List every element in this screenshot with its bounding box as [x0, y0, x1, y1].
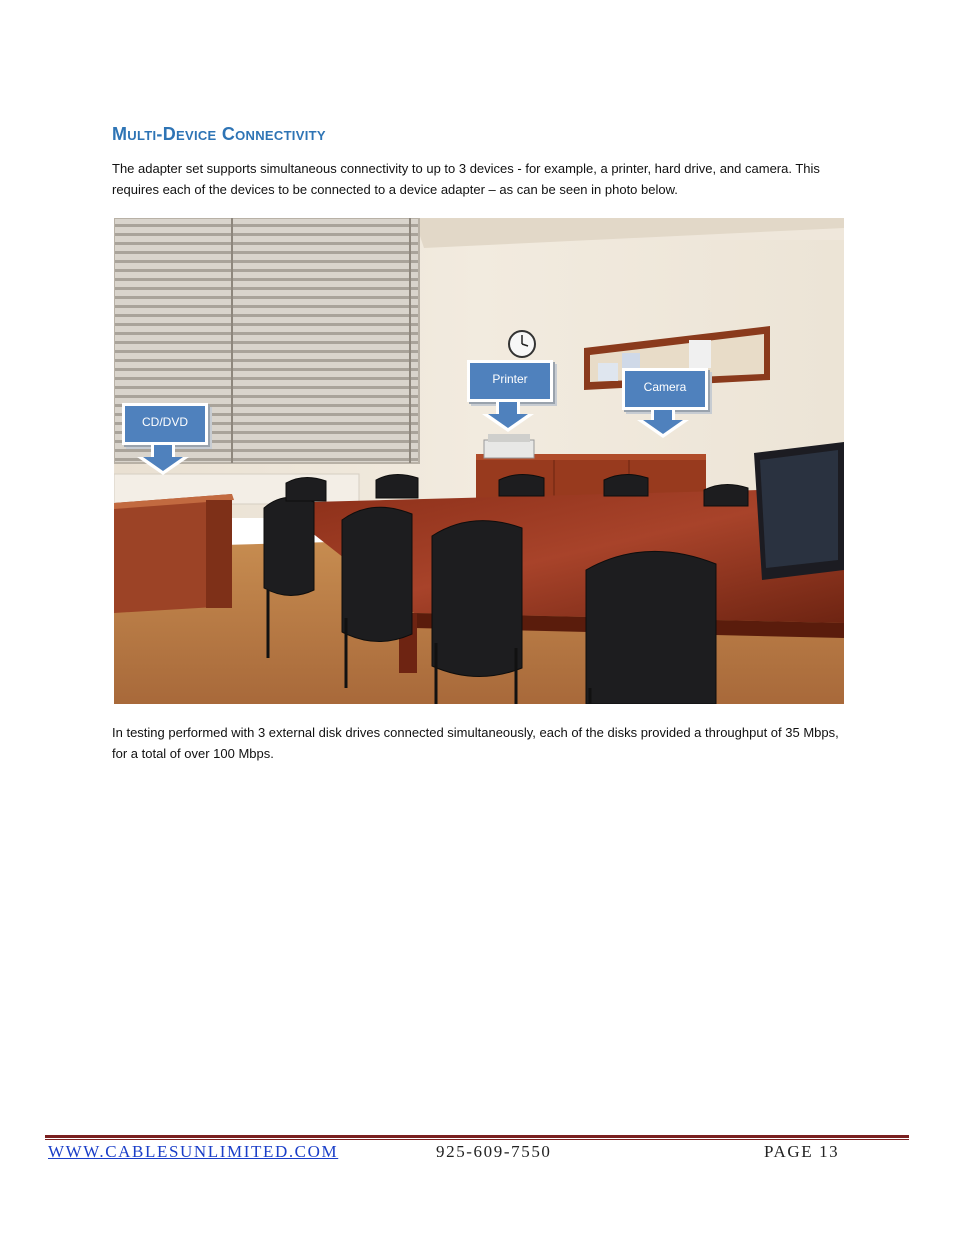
callout-printer-arrow-icon: [482, 414, 534, 432]
intro-paragraph: The adapter set supports simultaneous connectivity to up to 3 devices - for example, a printer, hard drive, and camera. This requires each of the devices to be connected to a device adapter – as can be seen in photo below.: [112, 161, 820, 197]
footer-rule-thin: [45, 1139, 909, 1140]
callout-cd-dvd-stem: [151, 445, 175, 457]
footer-phone: 925-609-7550: [436, 1142, 552, 1161]
callout-cd-dvd: CD/DVD: [122, 403, 208, 445]
footer-website-link[interactable]: WWW.CABLESUNLIMITED.COM: [48, 1142, 339, 1161]
callout-camera-stem: [651, 410, 675, 420]
footer-page-number: PAGE 13: [764, 1142, 840, 1161]
callout-camera: Camera: [622, 368, 708, 410]
callout-printer-stem: [496, 402, 520, 414]
callout-printer: Printer: [467, 360, 553, 402]
callout-camera-arrow-icon: [637, 420, 689, 438]
callout-cd-dvd-arrow-icon: [137, 457, 189, 475]
conference-room-photo: [114, 218, 844, 704]
result-paragraph: In testing performed with 3 external disk drives connected simultaneously, each of the disks provided a throughput of 35 Mbps, for a total of over 100 Mbps.: [112, 725, 839, 761]
section-heading: Multi-Device Connectivity: [112, 124, 326, 144]
footer-rule: [45, 1135, 909, 1138]
